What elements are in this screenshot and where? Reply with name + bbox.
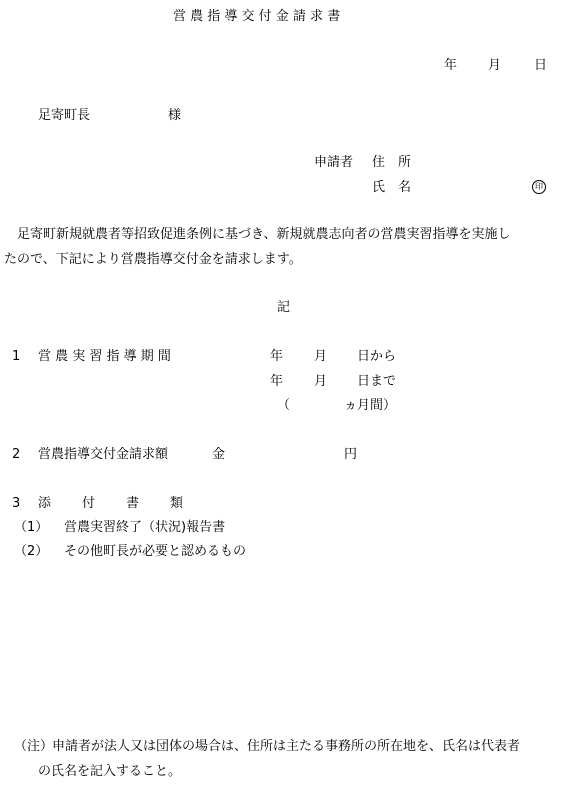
item1-months-label: ヵ月間） [344, 398, 397, 413]
date-year-label: 年 [444, 58, 458, 73]
item2-label: 営農指導交付金請求額 [38, 447, 169, 462]
item3-label-char-1: 添 [38, 496, 52, 511]
item3-sub1-number: （1） [14, 520, 49, 535]
addressee-honorific: 様 [168, 108, 182, 123]
body-line-2: たので、下記により営農指導交付金を請求します。 [4, 252, 302, 267]
item1-label: 営 農 実 習 指 導 期 間 [38, 349, 171, 364]
applicant-label: 申請者 [314, 155, 354, 170]
item2-number: 2 [12, 447, 21, 462]
ki-heading: 記 [277, 300, 291, 315]
date-month-label: 月 [488, 58, 502, 73]
item3-label-char-4: 類 [170, 496, 184, 511]
item1-from-year: 年 [270, 349, 284, 364]
item3-sub2-text: その他町長が必要と認めるもの [64, 544, 247, 559]
item3-sub1-text: 営農実習終了（状況)報告書 [64, 520, 226, 535]
note-line-2: の氏名を記入すること。 [38, 764, 182, 779]
note-prefix: （注） [14, 739, 54, 754]
document-title: 営 農 指 導 交 付 金 請 求 書 [173, 9, 341, 24]
item2-amount-prefix: 金 [212, 447, 226, 462]
item3-label-char-3: 書 [126, 496, 140, 511]
item3-label-char-2: 付 [82, 496, 96, 511]
item1-from-day: 日から [357, 349, 397, 364]
item1-to-year: 年 [270, 374, 284, 389]
note-line-1: 申請者が法人又は団体の場合は、住所は主たる事務所の所在地を、氏名は代表者 [52, 739, 521, 754]
item1-to-day: 日まで [357, 374, 397, 389]
applicant-name-label: 氏 名 [372, 180, 412, 195]
item3-number: 3 [12, 496, 21, 511]
item2-amount-unit: 円 [344, 447, 358, 462]
addressee-name: 足寄町長 [38, 108, 91, 123]
body-line-1: 足寄町新規就農者等招致促進条例に基づき、新規就農志向者の営農実習指導を実施し [4, 227, 511, 242]
seal-mark: 印 [532, 180, 546, 194]
item1-from-month: 月 [314, 349, 328, 364]
item1-number: 1 [12, 349, 21, 364]
applicant-address-label: 住 所 [372, 155, 412, 170]
item1-paren-open: （ [277, 398, 291, 413]
item3-sub2-number: （2） [14, 544, 49, 559]
date-day-label: 日 [534, 58, 548, 73]
item1-to-month: 月 [314, 374, 328, 389]
